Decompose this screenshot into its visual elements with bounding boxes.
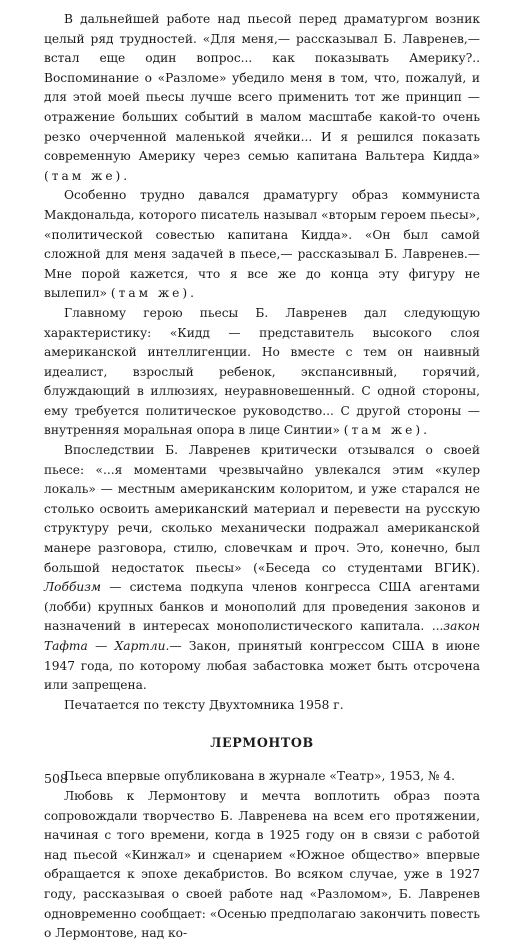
section-paragraph-1: Пьеса впервые опубликована в журнале «Театр», 1953, № 4.: [64, 769, 456, 784]
reference-same-place: (там же).: [343, 423, 430, 438]
paragraph-source-note: Печатается по тексту Двухтомника 1958 г.: [64, 697, 344, 712]
reference-same-place: (там же).: [110, 286, 198, 301]
page-number: 508: [44, 771, 68, 786]
reference-same-place: (там же).: [44, 168, 131, 183]
section-title: ЛЕРМОНТОВ: [210, 735, 314, 751]
paragraph-1: В дальнейшей работе над пьесой перед драматургом возник целый ряд трудностей. «Для меня,— рассказывал Б. Лавренев,— встал еще один вопрос... как показывать Америку?.. Воспоминание о «Разломе» убедило меня в том, что, пожалуй, и для этой моей пьесы лучше всего применить тот же принцип — отражение больших событий в малом масштабе какой-то очень резко очерченной маленькой ячейки... И я решился показать современную Америку через семью капитана Вальтера Кидда» (там же).: [44, 12, 480, 183]
section-paragraph-2: Любовь к Лермонтову и мечта воплотить образ поэта сопровождали творчество Б. Лавренева на всем его протяжении, начиная с того времени, когда в 1925 году он в связи с работой над пьесой «Кинжал» и сценарием «Южное общество» впервые обращается к эпохе декабристов. Во всяком случае, уже в 1927 году, рассказывая о своей работе над «Разломом», Б. Лавренев одновременно сообщает: «Осенью предполагаю закончить повесть о Лермонтове, над ко-: [44, 788, 480, 941]
term-taft-hartley: ...закон Тафта — Хартли.: [44, 619, 480, 653]
term-lobbyism: Лоббизм: [44, 580, 101, 595]
paragraph-4: Впоследствии Б. Лавренев критически отзывался о своей пьесе: «...я моментами чрезвычайно увлекался этим «кулер локаль» — местным американским колоритом, и уже старался не столько освоить американский материал и перевести на русскую структуру речи, сколько механически подражал американской манере разговора, стилю, словечкам и проч. Это, конечно, был большой недостаток пьесы» («Беседа со студентами ВГИК). Лоббизм — система подкупа членов конгресса США агентами (лобби) крупных банков и монополий для проведения законов и назначений в интересах монополистического капитала. ...закон Тафта — Хартли.— Закон, принятый конгрессом США в июне 1947 года, по которому любая забастовка может быть отсрочена или запрещена.: [44, 443, 480, 693]
paragraph-2: Особенно трудно давался драматургу образ коммуниста Макдональда, которого писатель называл «вторым героем пьесы», «политической совестью капитана Кидда». «Он был самой сложной для меня задачей в пьесе,— рассказывал Б. Лавренев.— Мне порой кажется, что я все же до конца эту фигуру не вылепил» (там же).: [44, 188, 480, 301]
paragraph-3: Главному герою пьесы Б. Лавренев дал следующую характеристику: «Кидд — представитель высокого слоя американской интеллигенции. Но вместе с тем он наивный идеалист, взрослый ребенок, экспансивный, горячий, блуждающий в иллюзиях, неуравновешенный. С одной стороны, ему требуется политическое руководство... С другой стороны — внутренняя моральная опора в лице Синтии» (там же).: [44, 305, 480, 438]
